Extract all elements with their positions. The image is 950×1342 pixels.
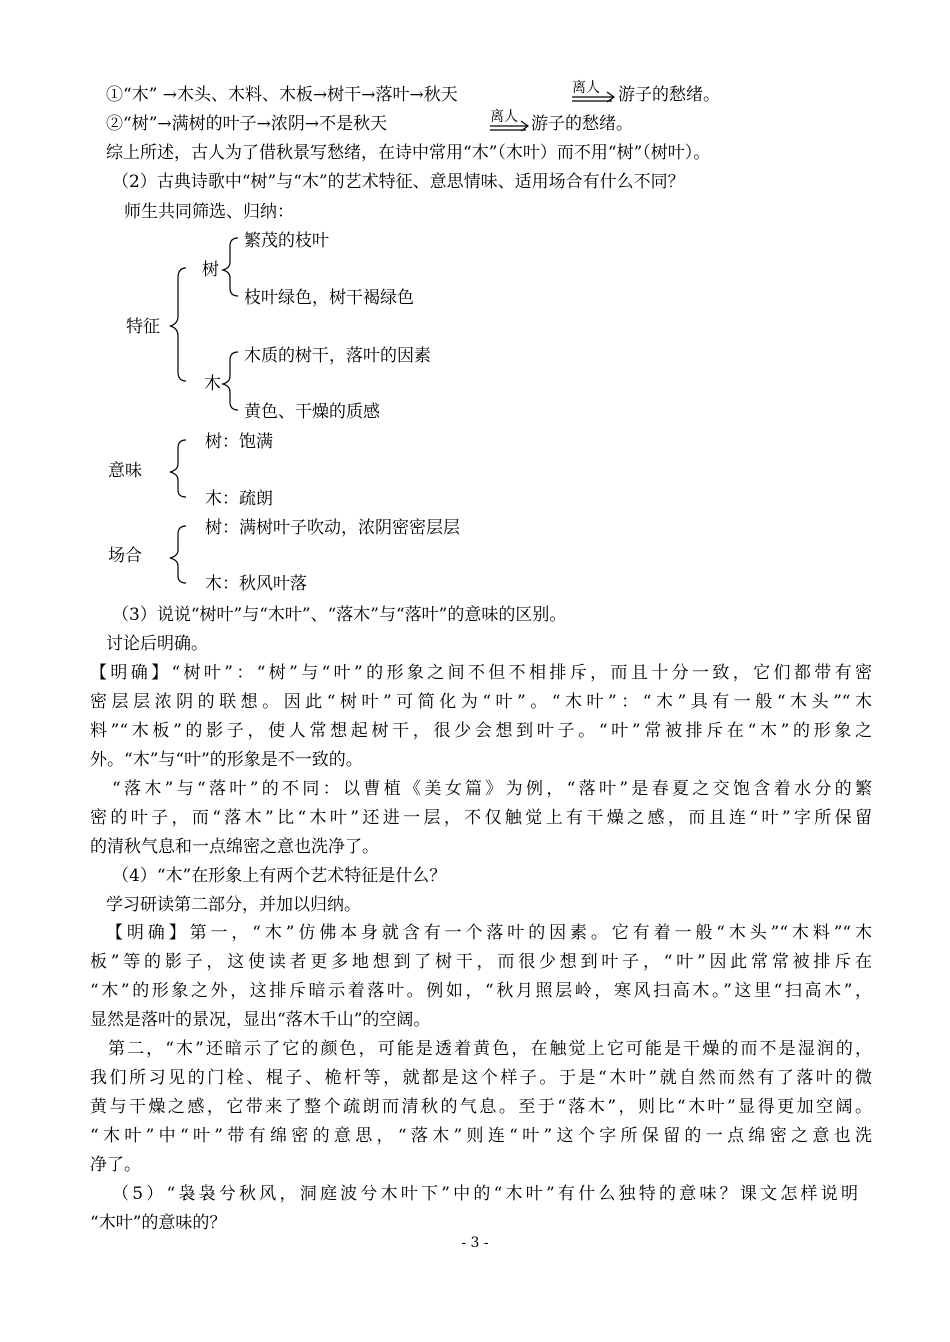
occasion-brace [170,526,186,583]
chain-2-arrow-label: 离人 [490,109,518,125]
answer-4b-line-2: 我们所习见的门栓、棍子、桅杆等，就都是这个样子。于是“木叶”就自然而然有了落叶的微 [90,1068,872,1088]
tree-item-2: 枝叶绿色，树干褐绿色 [244,288,414,308]
chain-1-tail: 游子的愁绪。 [618,85,720,105]
chain-1 [106,84,458,106]
meaning-label: 意味 [108,461,142,481]
question-4-study: 学习研读第二部分，并加以归纳。 [106,895,361,915]
question-4: （4）“木”在形象上有两个艺术特征是什么？ [112,866,447,886]
chain-1-arrow-label: 离人 [572,80,600,96]
answer-3-line-3: 料”“木板”的影子，使人常想起树干，很少会想到叶子。“叶”常被排斥在“木”的形象之 [90,721,872,741]
occasion-item-2: 木：秋风叶落 [205,574,307,594]
meaning-item-1: 树：饱满 [205,432,273,452]
answer-4b-line-1: 第二，“木”还暗示了它的颜色，可能是透着黄色，在触觉上它可能是干燥的而不是湿润的， [108,1039,872,1059]
summary: 综上所述，古人为了借秋景写愁绪，在诗中常用“木”（木叶）而不用“树”（树叶）。 [106,143,711,163]
chain-2 [106,113,387,135]
question-2-intro: 师生共同筛选、归纳： [124,202,294,222]
answer-3-line-4: 外。“木”与“叶”的形象是不一致的。 [90,750,363,770]
wood-brace [223,352,238,410]
question-2: （2）古典诗歌中“树”与“木”的艺术特征、意思情味、适用场合有什么不同？ [112,172,685,192]
answer-3-line-1: 【明确】“树叶”：“树”与“叶”的形象之间不但不相排斥，而且十分一致，它们都带有密 [90,663,872,683]
feature-brace [170,268,186,381]
tree-item-1: 繁茂的枝叶 [244,231,329,251]
tree-brace [223,238,238,296]
chain-1-text: ①“木” →木头、木料、木板→树干→落叶→秋天 [106,85,458,105]
answer-4-line-3: “木”的形象之外，这排斥暗示着落叶。例如，“秋月照层岭，寒风扫高木。”这里“扫高木”， [90,981,872,1001]
meaning-brace [170,440,186,497]
answer-4b-line-4: “木叶”中“叶”带有绵密的意思，“落木”则连“叶”这个字所保留的一点绵密之意也洗 [90,1126,872,1146]
occasion-label: 场合 [108,546,142,566]
question-3: （3）说说“树叶”与“木叶”、“落木”与“落叶”的意味的区别。 [112,605,567,625]
wood-label: 木 [204,374,221,394]
meaning-item-2: 木：疏朗 [205,489,273,509]
answer-4-line-4: 显然是落叶的景况，显出“落木千山”的空阔。 [90,1010,431,1030]
question-3-discuss: 讨论后明确。 [106,634,208,654]
question-5-line-2: “木叶”的意味的？ [90,1213,227,1233]
chain-2-tail: 游子的愁绪。 [531,114,633,134]
feature-label: 特征 [126,317,160,337]
occasion-item-1: 树：满树叶子吹动，浓阴密密层层 [205,518,460,538]
wood-item-2: 黄色、干燥的质感 [244,402,380,422]
answer-3b-line-2: 密的叶子，而“落木”比“木叶”还进一层，不仅触觉上有干燥之感，而且连“叶”字所保留 [90,808,872,828]
tree-label: 树 [202,260,219,280]
chain-2-text: ②“树”→满树的叶子→浓阴→不是秋天 [106,114,388,134]
answer-4-line-2: 板”等的影子，这使读者更多地想到了树干，而很少想到叶子，“叶”因此常常被排斥在 [90,952,872,972]
answer-4-line-1: 【明确】第一，“木”仿佛本身就含有一个落叶的因素。它有着一般“木头”“木料”“木 [106,923,872,943]
answer-3b-line-1: “落木”与“落叶”的不同：以曹植《美女篇》为例，“落叶”是春夏之交饱含着水分的繁 [112,779,872,799]
answer-4b-line-5: 净了。 [90,1155,141,1175]
answer-3b-line-3: 的清秋气息和一点绵密之意也洗净了。 [90,837,379,857]
answer-4b-line-3: 黄与干燥之感，它带来了整个疏朗而清秋的气息。至于“落木”，则比“木叶”显得更加空阔。 [90,1097,872,1117]
question-5-line-1: （5）“袅袅兮秋风，洞庭波兮木叶下”中的“木叶”有什么独特的意味？课文怎样说明 [112,1184,858,1204]
wood-item-1: 木质的树干，落叶的因素 [244,346,431,366]
answer-3-line-2: 密层层浓阴的联想。因此“树叶”可简化为“叶”。“木叶”：“木”具有一般“木头”“木 [90,692,872,712]
page-number: - 3 - [461,1235,489,1251]
